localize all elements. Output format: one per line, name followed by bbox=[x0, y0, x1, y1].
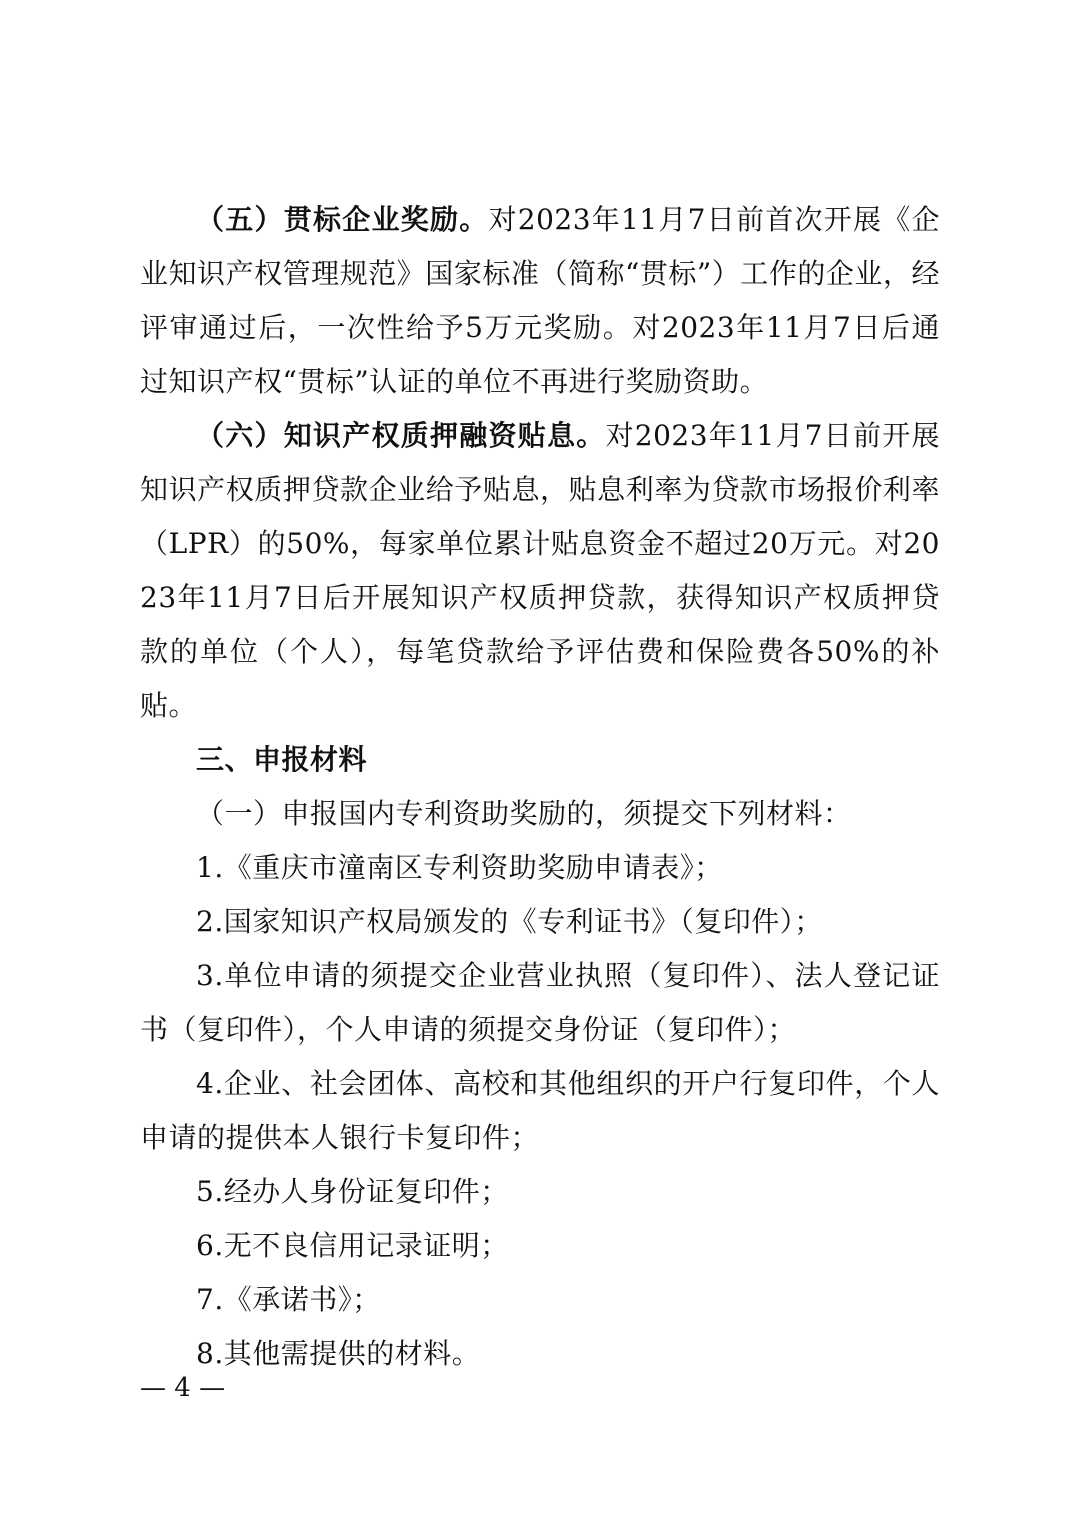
paragraph-lead: （五）贯标企业奖励。 bbox=[196, 203, 489, 236]
list-item: 1.《重庆市潼南区专利资助奖励申请表》； bbox=[196, 851, 723, 884]
list-item: 2.国家知识产权局颁发的《专利证书》（复印件）； bbox=[196, 905, 823, 938]
paragraph-trademark-standard-award bbox=[140, 193, 940, 409]
list-item: 6.无不良信用记录证明； bbox=[196, 1229, 509, 1262]
paragraph-lead: （六）知识产权质押融资贴息。 bbox=[196, 419, 606, 452]
list-item: 5.经办人身份证复印件； bbox=[196, 1175, 509, 1208]
paragraph-text: 对2023年11月7日前开展知识产权质押贷款企业给予贴息，贴息利率为贷款市场报价利率（LPR）的50%，每家单位累计贴息资金不超过20万元。对2023年11月7日后开展知识产权质押贷款，获得知识产权质押贷款的单位（个人），每笔贷款给予评估费和保险费各50%的补贴。 bbox=[140, 419, 940, 722]
paragraph-pledge-loan-subsidy bbox=[140, 409, 940, 733]
page-number: — 4 — bbox=[140, 1373, 226, 1403]
list-item: 4.企业、社会团体、高校和其他组织的开户行复印件，个人申请的提供本人银行卡复印件； bbox=[140, 1067, 940, 1154]
sub-heading: （一）申报国内专利资助奖励的，须提交下列材料： bbox=[196, 797, 852, 830]
list-item: 3.单位申请的须提交企业营业执照（复印件）、法人登记证书（复印件），个人申请的须提交身份证（复印件）； bbox=[140, 959, 940, 1046]
section-heading: 三、申报材料 bbox=[196, 743, 368, 776]
paragraph-text: 对2023年11月7日前首次开展《企业知识产权管理规范》国家标准（简称“贯标”）工作的企业，经评审通过后，一次性给予5万元奖励。对2023年11月7日后通过知识产权“贯标”认证的单位不再进行奖励资助。 bbox=[140, 203, 940, 398]
list-item: 7.《承诺书》； bbox=[196, 1283, 381, 1316]
document-body bbox=[140, 193, 940, 1381]
list-item: 8.其他需提供的材料。 bbox=[196, 1337, 481, 1370]
